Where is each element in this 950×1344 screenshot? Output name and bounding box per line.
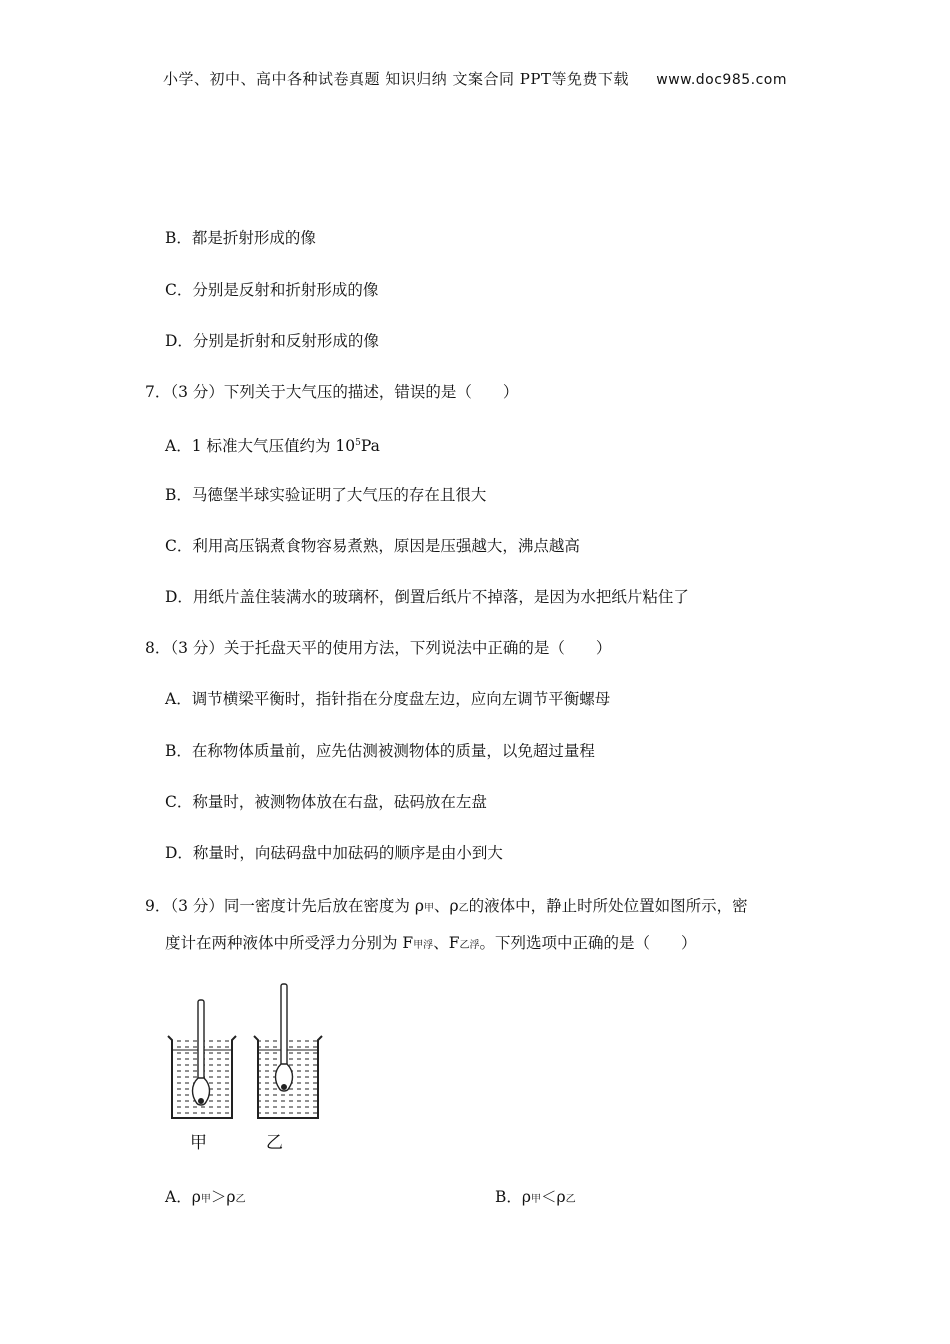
q7-option-a-text: A．1 标准大气压值约为 10 <box>165 437 356 455</box>
q6-option-d: D．分别是折射和反射形成的像 <box>165 332 379 350</box>
subscript: 甲 <box>200 1194 211 1205</box>
q7-option-b: B．马德堡半球实验证明了大气压的存在且很大 <box>165 486 487 504</box>
q9-text-b: 、ρ <box>433 897 459 915</box>
header-text: 小学、初中、高中各种试卷真题 知识归纳 文案合同 PPT等免费下载 <box>162 70 629 88</box>
q7-option-d: D．用纸片盖住装满水的玻璃杯，倒置后纸片不掉落，是因为水把纸片粘住了 <box>165 588 689 606</box>
q9-text-f: 。下列选项中正确的是（ ） <box>479 934 697 952</box>
q9-text-d: 度计在两种液体中所受浮力分别为 F <box>165 934 414 952</box>
q7-stem: 7．（3 分）下列关于大气压的描述，错误的是（ ） <box>145 383 519 401</box>
header-url[interactable]: www.doc985.com <box>656 72 788 88</box>
subscript: 乙 <box>235 1194 246 1205</box>
hydrometer-right <box>276 984 293 1091</box>
q9-option-b-text-1: B．ρ <box>495 1188 532 1206</box>
q9-option-b-text-2: ＜ρ <box>541 1188 566 1206</box>
q8-option-a: A．调节横梁平衡时，指针指在分度盘左边，应向左调节平衡螺母 <box>165 690 611 708</box>
q9-text-c: 的液体中，静止时所处位置如图所示，密 <box>468 897 748 915</box>
exponent: 5 <box>355 438 361 448</box>
subscript: 甲 <box>531 1194 542 1205</box>
q8-stem: 8．（3 分）关于托盘天平的使用方法，下列说法中正确的是（ ） <box>145 639 612 657</box>
q9-text-e: 、F <box>433 934 460 952</box>
q9-option-a-text-2: ＞ρ <box>210 1188 236 1206</box>
q9-stem-line2 <box>165 932 696 957</box>
q6-option-b: B．都是折射形成的像 <box>165 229 316 247</box>
subscript: 乙 <box>565 1194 576 1205</box>
q7-option-c: C．利用高压锅煮食物容易煮熟，原因是压强越大，沸点越高 <box>165 537 580 555</box>
q9-option-b <box>495 1186 576 1211</box>
hydrometer-figure <box>160 978 340 1158</box>
q9-text-a: 9．（3 分）同一密度计先后放在密度为 ρ <box>145 897 424 915</box>
unit: Pa <box>360 437 380 455</box>
q9-stem-line1 <box>145 895 748 920</box>
q9-option-a-text-1: A．ρ <box>165 1188 201 1206</box>
page-header <box>0 68 950 89</box>
q8-option-b: B．在称物体质量前，应先估测被测物体的质量，以免超过量程 <box>165 742 595 760</box>
q7-option-a <box>165 432 380 457</box>
subscript: 乙浮 <box>459 940 480 951</box>
figure-label-left: 甲 <box>190 1133 207 1153</box>
q9-option-a <box>165 1186 245 1211</box>
subscript: 甲浮 <box>413 940 434 951</box>
hydrometer-diagram <box>160 978 340 1128</box>
q8-option-d: D．称量时，向砝码盘中加砝码的顺序是由小到大 <box>165 844 503 862</box>
figure-label-right: 乙 <box>266 1133 283 1153</box>
subscript: 乙 <box>458 903 469 914</box>
subscript: 甲 <box>423 903 434 914</box>
q8-option-c: C．称量时，被测物体放在右盘，砝码放在左盘 <box>165 793 487 811</box>
q6-option-c: C．分别是反射和折射形成的像 <box>165 281 379 299</box>
